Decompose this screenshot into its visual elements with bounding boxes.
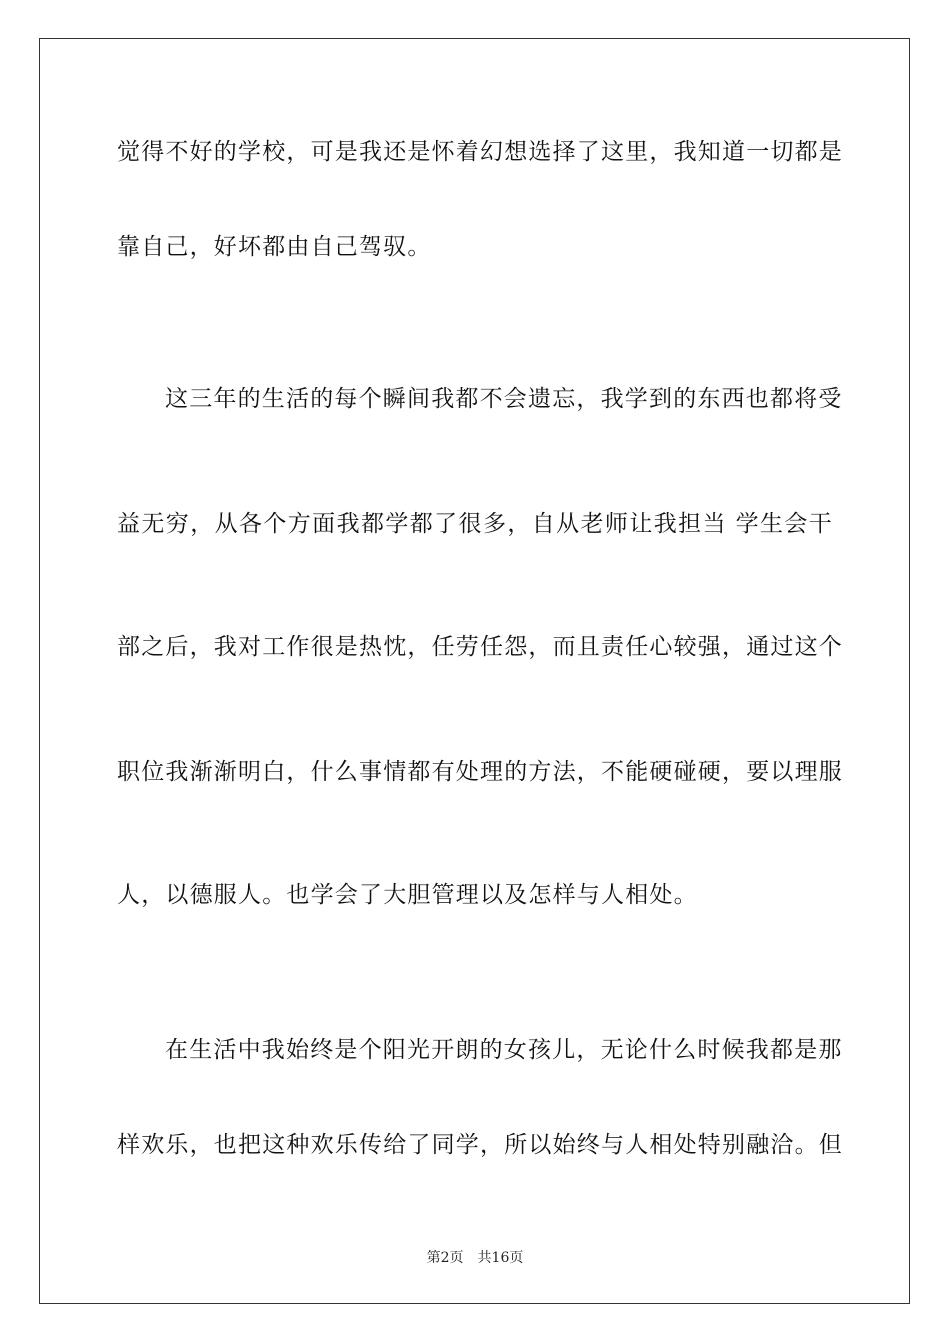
page-number: 第2页 (426, 1250, 464, 1266)
text-line: 样欢乐，也把这种欢乐传给了同学，所以始终与人相处特别融洽。但 (117, 1132, 843, 1158)
text-line: 人，以德服人。也学会了大胆管理以及怎样与人相处。 (117, 882, 698, 908)
page-border (39, 38, 910, 1304)
text-line: 觉得不好的学校，可是我还是怀着幻想选择了这里，我知道一切都是 (117, 139, 843, 165)
text-line: 益无穷，从各个方面我都学都了很多，自从老师让我担当 学生会干 (117, 511, 833, 537)
page-footer (0, 1249, 950, 1267)
paragraph-first-line: 在生活中我始终是个阳光开朗的女孩儿，无论什么时候我都是那 (165, 1037, 843, 1063)
text-line: 部之后，我对工作很是热忱，任劳任怨，而且责任心较强，通过这个 (117, 634, 843, 660)
paragraph-first-line: 这三年的生活的每个瞬间我都不会遗忘，我学到的东西也都将受 (165, 386, 843, 412)
page-total: 共16页 (477, 1250, 524, 1266)
text-line: 靠自己，好坏都由自己驾驭。 (117, 234, 432, 260)
text-line: 职位我渐渐明白，什么事情都有处理的方法，不能硬碰硬，要以理服 (117, 759, 843, 785)
